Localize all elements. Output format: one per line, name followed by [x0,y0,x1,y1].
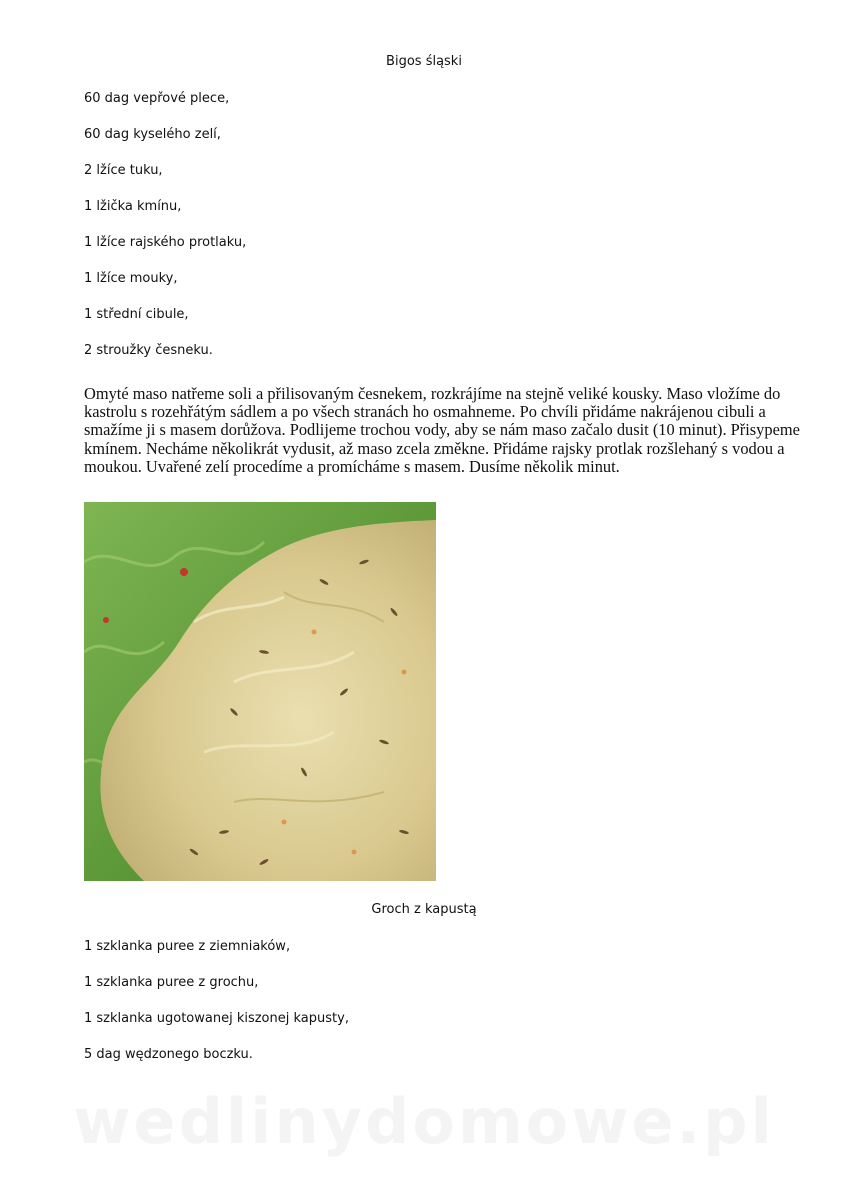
recipe-instructions: Omyté maso natřeme soli a přilisovaným česnekem, rozkrájíme na stejně veliké kousky. Maso vložíme do kastrolu s rozehřátým sádlem a po všech stranách ho osmahneme. Po chvíli přidáme nakrájenou cibuli a smažíme ji s masem dorůžova. Podlijeme trochou vody, aby se nám maso začalo dusit (10 minut). Přisypeme kmínem. Necháme několikrát vydusit, až maso zcela změkne. Přidáme rajsky protlak rozšlehaný s vodou a moukou. Uvařené zelí procedíme a promícháme s masem. Dusíme několik minut. [84,384,800,476]
dish-photo [84,502,436,881]
watermark: wedlinydomowe.pl [73,1085,775,1158]
ingredient-line: 1 szklanka puree z grochu, [84,975,259,990]
ingredient-line: 1 lžíce mouky, [84,271,178,286]
ingredient-line: 60 dag kyselého zelí, [84,127,221,142]
ingredient-line: 1 szklanka ugotowanej kiszonej kapusty, [84,1011,349,1026]
recipe-title-groch: Groch z kapustą [371,902,477,917]
ingredient-line: 1 lžička kmínu, [84,199,182,214]
ingredient-line: 1 lžíce rajského protlaku, [84,235,247,250]
ingredient-line: 5 dag wędzonego boczku. [84,1047,253,1062]
ingredient-line: 1 szklanka puree z ziemniaków, [84,939,291,954]
ingredient-line: 60 dag vepřové plece, [84,91,230,106]
ingredient-line: 2 lžíce tuku, [84,163,163,178]
recipe-title-bigos: Bigos śląski [386,54,462,69]
ingredient-line: 2 stroužky česneku. [84,343,213,358]
ingredient-line: 1 střední cibule, [84,307,189,322]
